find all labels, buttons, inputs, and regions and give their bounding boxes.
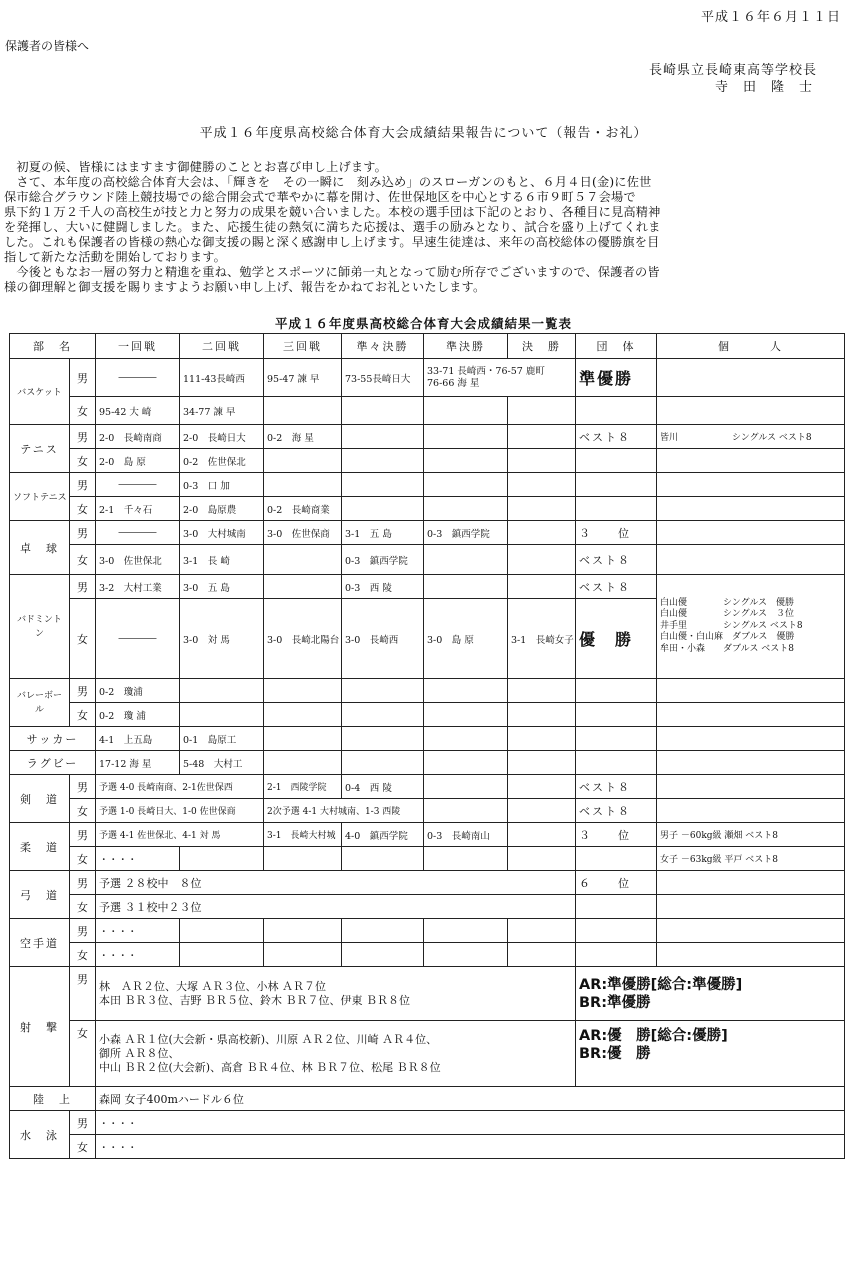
- sport-name: バレーボール: [10, 679, 70, 727]
- round-cell: 3-0 対 馬: [180, 599, 264, 679]
- round-cell: 予選 4-0 長崎南商、2-1佐世保西: [96, 775, 264, 799]
- round-cell: [508, 679, 576, 703]
- round-cell: 3-0 長崎北陽台: [264, 599, 342, 679]
- gender-cell: 男: [70, 967, 96, 1021]
- round-cell: [264, 751, 342, 775]
- sport-name: ソフトテニス: [10, 473, 70, 521]
- body-line: 様の御理解と御支援を賜りますようお願い申し上げ、報告をかねてお礼といたします。: [4, 280, 486, 294]
- round-cell: 34-77 諫 早: [180, 397, 264, 425]
- col-header: 準決勝: [424, 334, 508, 359]
- round-cell: [508, 545, 576, 575]
- round-cell: 0-2 海 星: [264, 425, 342, 449]
- col-header: 決 勝: [508, 334, 576, 359]
- round-cell: [264, 397, 342, 425]
- round-cell: [508, 575, 576, 599]
- table-row: [10, 703, 845, 727]
- round-cell: [508, 473, 576, 497]
- team-result: [576, 847, 657, 871]
- round-cell: 3-0 佐世保北: [96, 545, 180, 575]
- round-cell: [342, 397, 424, 425]
- individual-cell: [657, 775, 845, 799]
- round-cell: 3-1 長崎女子: [508, 599, 576, 679]
- round-cell: [424, 497, 508, 521]
- round-cell: 0-2 佐世保北: [180, 449, 264, 473]
- team-result: AR:優 勝[総合:優勝] BR:優 勝: [576, 1021, 845, 1087]
- round-cell: ――――: [96, 473, 180, 497]
- sport-name: サッカー: [10, 727, 96, 751]
- round-cell: [342, 679, 424, 703]
- sport-name: バドミントン: [10, 575, 70, 679]
- team-result: ベスト８: [576, 799, 657, 823]
- gender-cell: 女: [70, 449, 96, 473]
- round-cell: [264, 919, 342, 943]
- table-row: [10, 473, 845, 497]
- table-row: [10, 497, 845, 521]
- sport-name: 水 泳: [10, 1111, 70, 1159]
- table-row: [10, 575, 845, 599]
- gender-cell: 男: [70, 919, 96, 943]
- round-cell: [508, 497, 576, 521]
- table-title: 平成１６年度県高校総合体育大会成績結果一覧表: [274, 316, 572, 331]
- round-cell: 3-0 大村城南: [180, 521, 264, 545]
- round-cell: 0-3 西 陵: [342, 575, 424, 599]
- round-cell: ――――: [96, 599, 180, 679]
- table-row: [10, 521, 845, 545]
- individual-cell: [657, 895, 845, 919]
- body-line: 初夏の候、皆様にはますます御健勝のこととお喜び申し上げます。: [4, 160, 388, 174]
- round-cell: [424, 727, 508, 751]
- round-cell: [424, 679, 508, 703]
- table-row: [10, 449, 845, 473]
- round-cell: 0-3 鎮西学院: [424, 521, 508, 545]
- team-result: [576, 703, 657, 727]
- round-cell: 4-0 鎮西学院: [342, 823, 424, 847]
- col-header: 団 体: [576, 334, 657, 359]
- round-cell: [342, 919, 424, 943]
- table-row: [10, 425, 845, 449]
- header-row: [10, 334, 845, 359]
- team-result: [576, 397, 657, 425]
- sport-name: 陸 上: [10, 1087, 96, 1111]
- table-row: [10, 943, 845, 967]
- round-cell: [424, 575, 508, 599]
- gender-cell: 女: [70, 847, 96, 871]
- gender-cell: 男: [70, 473, 96, 497]
- round-cell: [180, 919, 264, 943]
- round-cell: [508, 425, 576, 449]
- round-cell: [508, 727, 576, 751]
- gender-cell: 女: [70, 599, 96, 679]
- individual-cell: 女子 －63kg級 平戸 ベスト8: [657, 847, 845, 871]
- round-cell: 3-0 島 原: [424, 599, 508, 679]
- table-row: [10, 727, 845, 751]
- round-cell: 17-12 海 星: [96, 751, 180, 775]
- individual-cell: [657, 449, 845, 473]
- round-cell: 2次予選 4-1 大村城南、1-3 西陵: [264, 799, 424, 823]
- gender-cell: 女: [70, 545, 96, 575]
- round-cell: [424, 751, 508, 775]
- round-cell: [264, 473, 342, 497]
- round-cell: [342, 847, 424, 871]
- individual-cell: 男子 －60kg級 瀬畑 ベスト8: [657, 823, 845, 847]
- round-cell: [508, 799, 576, 823]
- round-cell: [424, 799, 508, 823]
- individual-cell: [657, 497, 845, 521]
- team-result: ３ 位: [576, 521, 657, 545]
- sport-name: 射 撃: [10, 967, 70, 1087]
- col-header: 部 名: [10, 334, 96, 359]
- round-cell: 2-1 西陵学院: [264, 775, 342, 799]
- round-cell: [424, 545, 508, 575]
- round-cell: [508, 847, 576, 871]
- table-row: [10, 775, 845, 799]
- round-cell: 4-1 上五島: [96, 727, 180, 751]
- round-cell: 予選 ２８校中 ８位: [96, 871, 576, 895]
- round-cell: 0-2 瓊 浦: [96, 703, 180, 727]
- gender-cell: 男: [70, 823, 96, 847]
- round-cell: [508, 943, 576, 967]
- table-row: [10, 799, 845, 823]
- team-result: [576, 679, 657, 703]
- col-header: 一回戦: [96, 334, 180, 359]
- round-cell: 予選 4-1 佐世保北、4-1 対 馬: [96, 823, 264, 847]
- round-cell: 33-71 長崎西・76-57 鹿町 76-66 海 星: [424, 359, 576, 397]
- gender-cell: 男: [70, 521, 96, 545]
- sport-name: テニス: [10, 425, 70, 473]
- body-line: 保市総合グラウンド陸上競技場での総合開会式で華やかに幕を開け、佐世保地区を中心とする６市９町５７会場で: [4, 190, 636, 204]
- round-cell: [342, 449, 424, 473]
- team-result: ６ 位: [576, 871, 657, 895]
- round-cell: 5-48 大村工: [180, 751, 264, 775]
- round-cell: [180, 703, 264, 727]
- round-cell: [180, 679, 264, 703]
- gender-cell: 男: [70, 425, 96, 449]
- team-result: [576, 727, 657, 751]
- gender-cell: 男: [70, 575, 96, 599]
- round-cell: 2-1 千々石: [96, 497, 180, 521]
- round-cell: 3-1 五 島: [342, 521, 424, 545]
- gender-cell: 女: [70, 895, 96, 919]
- round-cell: ・・・・: [96, 1111, 845, 1135]
- round-cell: 3-1 長 崎: [180, 545, 264, 575]
- round-cell: 2-0 長崎南商: [96, 425, 180, 449]
- round-cell: 2-0 島原農: [180, 497, 264, 521]
- round-cell: 森岡 女子400mハードル６位: [96, 1087, 576, 1111]
- round-cell: [424, 775, 508, 799]
- individual-cell: [657, 545, 845, 575]
- round-cell: [264, 545, 342, 575]
- round-cell: [264, 449, 342, 473]
- round-cell: 95-47 諫 早: [264, 359, 342, 397]
- round-cell: [424, 397, 508, 425]
- individual-cell: [657, 473, 845, 497]
- round-cell: [508, 751, 576, 775]
- team-result: [576, 497, 657, 521]
- body-line: 県下約１万２千人の高校生が技と力と努力の成果を競い合いました。本校の選手団は下記のとおり、各種目に見高精神: [4, 205, 661, 219]
- table-row: [10, 1111, 845, 1135]
- document-title: 平成１６年度県高校総合体育大会成績結果報告について（報告・お礼）: [199, 126, 648, 141]
- round-cell: [342, 703, 424, 727]
- round-cell: [264, 703, 342, 727]
- body-line: 指して新たな活動を開始しております。: [4, 250, 226, 264]
- round-cell: 2-0 長崎日大: [180, 425, 264, 449]
- round-cell: 111-43長崎西: [180, 359, 264, 397]
- individual-cell: [657, 751, 845, 775]
- round-cell: ――――: [96, 359, 180, 397]
- round-cell: 3-1 長崎大村城: [264, 823, 342, 847]
- round-cell: 予選 ３１校中２３位: [96, 895, 576, 919]
- col-header: 準々決勝: [342, 334, 424, 359]
- individual-cell: [657, 943, 845, 967]
- body-line: した。これも保護者の皆様の熱心な御支援の賜と深く感謝申し上げます。早速生徒達は、来年の高校総体の優勝旗を目: [4, 235, 660, 249]
- individual-cell: [657, 359, 845, 397]
- gender-cell: 男: [70, 1111, 96, 1135]
- round-cell: 3-0 五 島: [180, 575, 264, 599]
- round-cell: [424, 919, 508, 943]
- individual-cell: [657, 397, 845, 425]
- table-row: [10, 1135, 845, 1159]
- round-cell: [424, 703, 508, 727]
- school-name: 長崎県立長崎東高等学校長: [648, 63, 817, 78]
- round-cell: [508, 449, 576, 473]
- sport-name: 空手道: [10, 919, 70, 967]
- round-cell: [342, 425, 424, 449]
- round-cell: [342, 473, 424, 497]
- table-row: [10, 871, 845, 895]
- round-cell: 95-42 大 崎: [96, 397, 180, 425]
- table-row: [10, 359, 845, 397]
- round-cell: 0-3 口 加: [180, 473, 264, 497]
- round-cell: [264, 575, 342, 599]
- table-row: [10, 967, 845, 1021]
- round-cell: 0-4 西 陵: [342, 775, 424, 799]
- round-cell: 0-3 長崎南山: [424, 823, 508, 847]
- round-cell: [424, 943, 508, 967]
- round-cell: [508, 703, 576, 727]
- gender-cell: 男: [70, 775, 96, 799]
- sport-name: バスケット: [10, 359, 70, 425]
- table-row: [10, 847, 845, 871]
- round-cell: [342, 751, 424, 775]
- round-cell: [424, 473, 508, 497]
- team-result: ベスト８: [576, 775, 657, 799]
- round-cell: [508, 521, 576, 545]
- round-cell: 3-0 佐世保商: [264, 521, 342, 545]
- team-result: [576, 1087, 657, 1111]
- team-result: 優 勝: [576, 599, 657, 679]
- team-result: [576, 473, 657, 497]
- sport-name: 弓 道: [10, 871, 70, 919]
- round-cell: ――――: [96, 521, 180, 545]
- gender-cell: 男: [70, 679, 96, 703]
- round-cell: 73-55長崎日大: [342, 359, 424, 397]
- table-row: [10, 545, 845, 575]
- round-cell: 0-2 瓊浦: [96, 679, 180, 703]
- col-header: 三回戦: [264, 334, 342, 359]
- round-cell: [264, 727, 342, 751]
- team-result: [576, 449, 657, 473]
- team-result: AR:準優勝[総合:準優勝] BR:準優勝: [576, 967, 845, 1021]
- round-cell: ・・・・: [96, 847, 180, 871]
- shooting-results: 小森 ＡＲ１位(大会新・県高校新)、川原 ＡＲ２位、川崎 ＡＲ４位、 御所 ＡＲ８位、 中山 ＢＲ２位(大会新)、高倉 ＢＲ４位、林 ＢＲ７位、松尾 ＢＲ８位: [96, 1021, 576, 1087]
- gender-cell: 女: [70, 497, 96, 521]
- individual-cell: [657, 703, 845, 727]
- round-cell: [508, 823, 576, 847]
- gender-cell: 女: [70, 1021, 96, 1087]
- principal-name: 寺 田 隆 士: [714, 80, 813, 95]
- team-result: ベスト８: [576, 545, 657, 575]
- table-row: [10, 1087, 845, 1111]
- sport-name: ラグビー: [10, 751, 96, 775]
- table-row: [10, 679, 845, 703]
- results-table: [9, 333, 845, 1159]
- round-cell: [424, 449, 508, 473]
- round-cell: ・・・・: [96, 919, 180, 943]
- report-date: 平成１６年６月１１日: [700, 10, 841, 25]
- body-line: 今後ともなお一層の努力と精進を重ね、勉学とスポーツに師弟一丸となって励む所存でございますので、保護者の皆: [4, 265, 660, 279]
- individual-cell: [657, 799, 845, 823]
- round-cell: [342, 727, 424, 751]
- team-result: [576, 751, 657, 775]
- gender-cell: 男: [70, 871, 96, 895]
- round-cell: [508, 919, 576, 943]
- team-result: [576, 895, 657, 919]
- team-result: [576, 943, 657, 967]
- round-cell: [342, 497, 424, 521]
- round-cell: [264, 943, 342, 967]
- round-cell: 3-2 大村工業: [96, 575, 180, 599]
- round-cell: 0-2 長崎商業: [264, 497, 342, 521]
- individual-cell: [657, 727, 845, 751]
- individual-cell: [657, 521, 845, 545]
- round-cell: [180, 847, 264, 871]
- sport-name: 柔 道: [10, 823, 70, 871]
- individual-cell: [657, 871, 845, 895]
- team-result: ベスト８: [576, 575, 657, 599]
- individual-cell: [657, 679, 845, 703]
- individual-cell: [657, 1087, 845, 1111]
- shooting-results: 林 ＡＲ２位、大塚 ＡＲ３位、小林 ＡＲ７位 本田 ＢＲ３位、吉野 ＢＲ５位、鈴木 ＢＲ７位、伊東 ＢＲ８位: [96, 967, 576, 1021]
- round-cell: 2-0 島 原: [96, 449, 180, 473]
- round-cell: [180, 943, 264, 967]
- individual-cell: [657, 919, 845, 943]
- team-result: [576, 919, 657, 943]
- table-row: [10, 751, 845, 775]
- sport-name: 卓 球: [10, 521, 70, 575]
- round-cell: [264, 679, 342, 703]
- col-header: 個 人: [657, 334, 845, 359]
- gender-cell: 女: [70, 943, 96, 967]
- col-header: 二回戦: [180, 334, 264, 359]
- round-cell: [424, 425, 508, 449]
- round-cell: 0-3 鎮西学院: [342, 545, 424, 575]
- round-cell: [342, 943, 424, 967]
- individual-cell: 皆川 シングルス ベスト8: [657, 425, 845, 449]
- gender-cell: 女: [70, 703, 96, 727]
- gender-cell: 女: [70, 799, 96, 823]
- round-cell: 3-0 長崎西: [342, 599, 424, 679]
- round-cell: [508, 397, 576, 425]
- sport-name: 剣 道: [10, 775, 70, 823]
- addressee: 保護者の皆様へ: [5, 39, 90, 53]
- sender-block: [649, 62, 817, 96]
- body-line: さて、本年度の高校総合体育大会は、「輝きを その一瞬に 刻み込め」のスローガンのもと、６月４日(金)に佐世: [4, 175, 652, 189]
- table-row: [10, 823, 845, 847]
- gender-cell: 女: [70, 397, 96, 425]
- team-result: ベスト８: [576, 425, 657, 449]
- gender-cell: 男: [70, 359, 96, 397]
- individual-cell: 白山優 シングルス 優勝 白山優 シングルス ３位 井手里 シングルス ベスト8 白山優・白山麻 ダブルス 優勝 牟田・小森 ダブルス ベスト8: [657, 575, 845, 679]
- round-cell: 予選 1-0 長崎日大、1-0 佐世保商: [96, 799, 264, 823]
- team-result: ３ 位: [576, 823, 657, 847]
- table-row: [10, 397, 845, 425]
- table-row: [10, 919, 845, 943]
- round-cell: [508, 775, 576, 799]
- letter-body: [4, 160, 846, 295]
- round-cell: 0-1 島原工: [180, 727, 264, 751]
- table-row: [10, 895, 845, 919]
- body-line: を発揮し、大いに健闘しました。また、応援生徒の熱気に満ちた応援は、選手の励みとなり、試合を盛り上げてくれま: [4, 220, 661, 234]
- round-cell: [424, 847, 508, 871]
- round-cell: ・・・・: [96, 1135, 845, 1159]
- team-result: 準優勝: [576, 359, 657, 397]
- round-cell: [264, 847, 342, 871]
- round-cell: ・・・・: [96, 943, 180, 967]
- table-row: [10, 1021, 845, 1087]
- gender-cell: 女: [70, 1135, 96, 1159]
